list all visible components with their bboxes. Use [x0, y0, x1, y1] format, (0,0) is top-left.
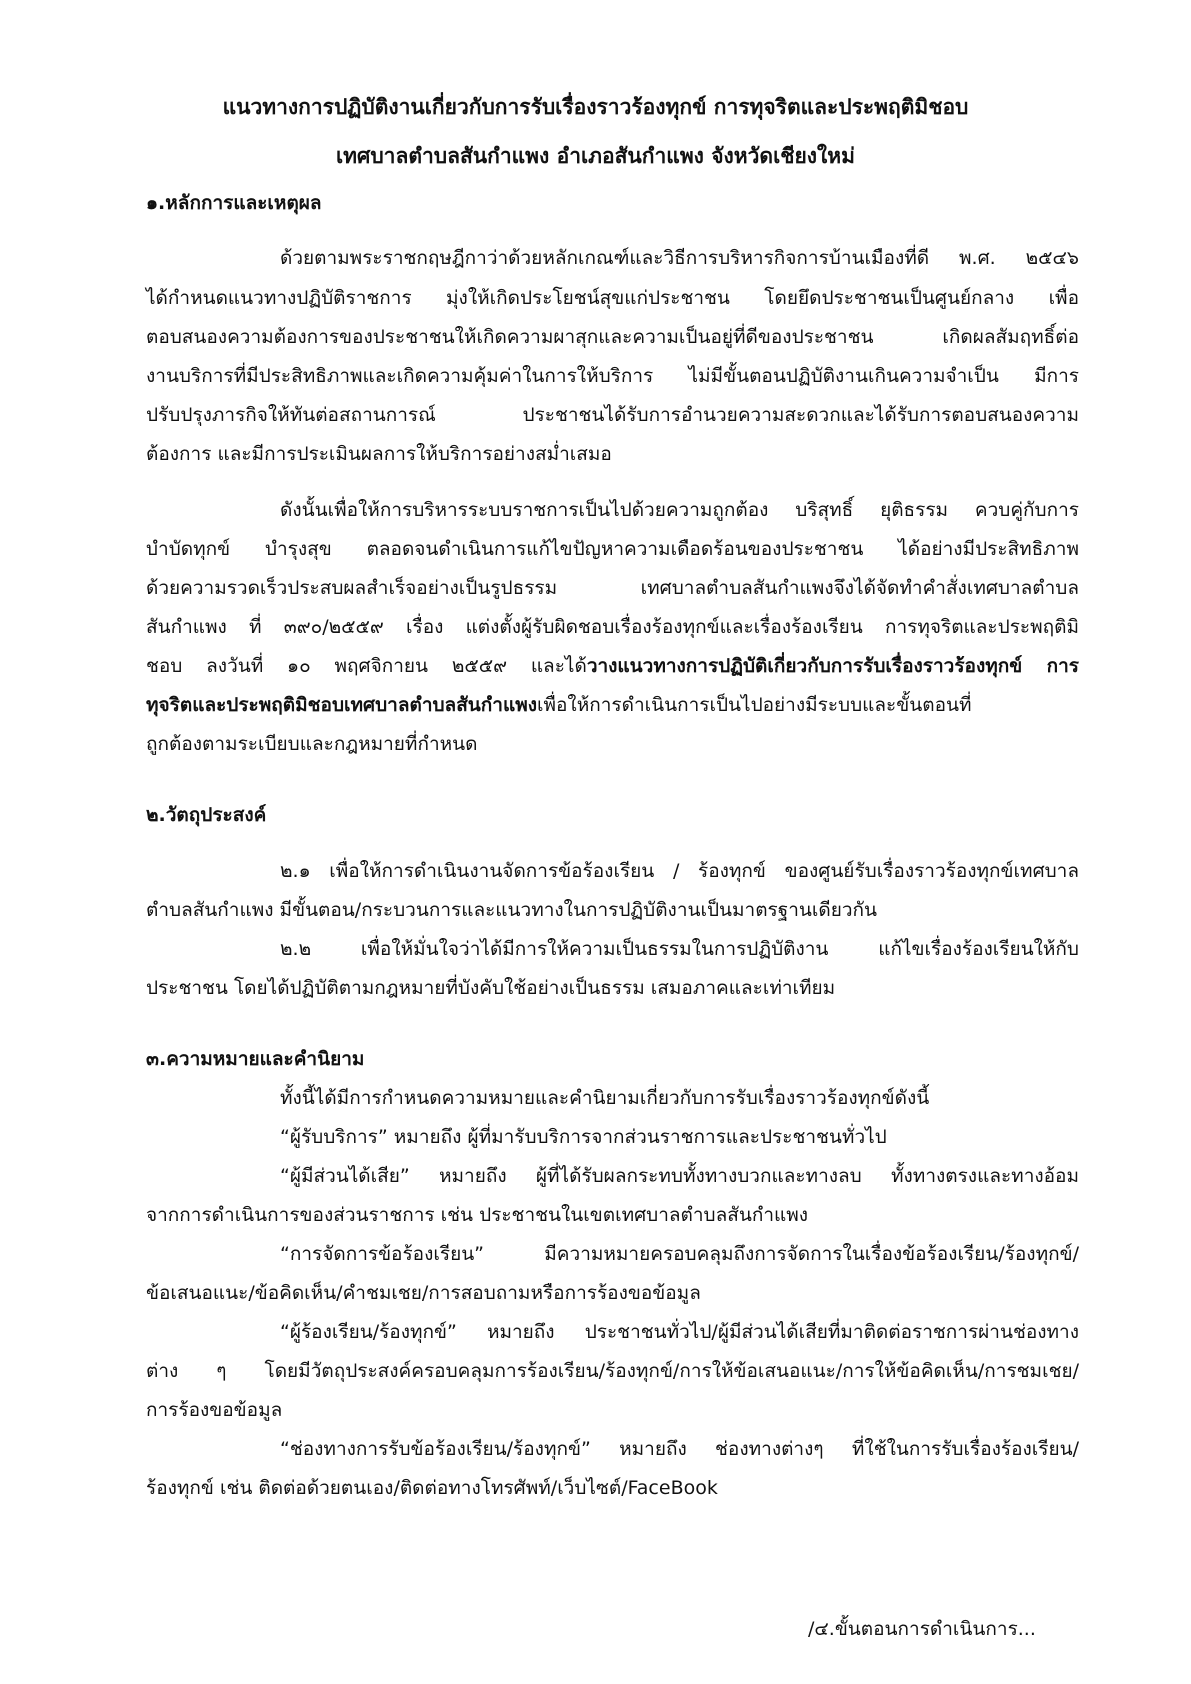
guideline-title-bold: วางแนวทางการปฏิบัติเกี่ยวกับการรับเรื่องราวร้องทุกข์ การ — [586, 655, 1079, 677]
definition-line: “การจัดการข้อร้องเรียน” มีความหมายครอบคลุมถึงการจัดการในเรื่องข้อร้องเรียน/ร้องทุกข์/ — [280, 1243, 1079, 1265]
guideline-title-bold: ทุจริตและประพฤติมิชอบเทศบาลตำบลสันกำแพง — [146, 694, 537, 716]
section-1-para-2-line — [146, 651, 1079, 681]
section-1-para-2-text: เพื่อให้การดำเนินการเป็นไปอย่างมีระบบและขั้นตอนที่ — [537, 694, 972, 716]
definition-line: “ผู้ร้องเรียน/ร้องทุกข์” หมายถึง ประชาชนทั่วไป/ผู้มีส่วนได้เสียที่มาติดต่อราชการผ่านช่องทาง — [280, 1321, 1079, 1343]
definition-line: “ช่องทางการรับข้อร้องเรียน/ร้องทุกข์” หมายถึง ช่องทางต่างๆ ที่ใช้ในการรับเรื่องร้องเรียน/ — [280, 1438, 1079, 1460]
section-1-para-2-line: สันกำแพง ที่ ๓๙๐/๒๕๕๙ เรื่อง แต่งตั้งผู้รับผิดชอบเรื่องร้องทุกข์และเรื่องร้องเรียน การทุจริตและประพฤติมิ — [146, 616, 1079, 638]
section-1-para-1-line: ด้วยตามพระราชกฤษฎีกาว่าด้วยหลักเกณฑ์และวิธีการบริหารกิจการบ้านเมืองที่ดี พ.ศ. ๒๕๔๖ — [280, 247, 1079, 269]
objective-line: ประชาชน โดยได้ปฏิบัติตามกฎหมายที่บังคับใช้อย่างเป็นธรรม เสมอภาคและเท่าเทียม — [146, 977, 836, 999]
definition-line: “ผู้รับบริการ” หมายถึง ผู้ที่มารับบริการจากส่วนราชการและประชาชนทั่วไป — [280, 1126, 887, 1148]
continued-next-page: /๔.ขั้นตอนการดำเนินการ... — [808, 1618, 1036, 1640]
section-1-para-1-line: ต้องการ และมีการประเมินผลการให้บริการอย่างสม่ำเสมอ — [146, 443, 612, 465]
definition-line: ข้อเสนอแนะ/ข้อคิดเห็น/คำชมเชย/การสอบถามหรือการร้องขอข้อมูล — [146, 1282, 701, 1304]
section-1-para-1-line: ปรับปรุงภารกิจให้ทันต่อสถานการณ์ ประชาชนได้รับการอำนวยความสะดวกและได้รับการตอบสนองความ — [146, 404, 1079, 426]
section-1-para-2-line: ด้วยความรวดเร็วประสบผลสำเร็จอย่างเป็นรูปธรรม เทศบาลตำบลสันกำแพงจึงได้จัดทำคำสั่งเทศบาลตำบล — [146, 577, 1079, 599]
section-1-para-1-line: ได้กำหนดแนวทางปฏิบัติราชการ มุ่งให้เกิดประโยชน์สุขแก่ประชาชน โดยยึดประชาชนเป็นศูนย์กลาง เพื่อ — [146, 287, 1079, 309]
definition-line: ต่าง ๆ โดยมีวัตถุประสงค์ครอบคลุมการร้องเรียน/ร้องทุกข์/การให้ข้อเสนอแนะ/การให้ข้อคิดเห็น/การชมเชย/ — [146, 1360, 1079, 1382]
section-3-heading: ๓.ความหมายและคำนิยาม — [146, 1048, 365, 1070]
definition-line: จากการดำเนินการของส่วนราชการ เช่น ประชาชนในเขตเทศบาลตำบลสันกำแพง — [146, 1204, 809, 1226]
section-1-heading: ๑.หลักการและเหตุผล — [146, 192, 322, 214]
section-1-para-2-line — [146, 690, 1079, 720]
document-title-line-1: แนวทางการปฏิบัติงานเกี่ยวกับการรับเรื่องราวร้องทุกข์ การทุจริตและประพฤติมิชอบ — [222, 95, 969, 119]
section-1-para-1-line: ตอบสนองความต้องการของประชาชนให้เกิดความผาสุกและความเป็นอยู่ที่ดีของประชาชน เกิดผลสัมฤทธิ์ต่อ — [146, 326, 1079, 348]
definition-line: “ผู้มีส่วนได้เสีย” หมายถึง ผู้ที่ได้รับผลกระทบทั้งทางบวกและทางลบ ทั้งทางตรงและทางอ้อม — [280, 1165, 1079, 1187]
section-1-para-1-line: งานบริการที่มีประสิทธิภาพและเกิดความคุ้มค่าในการให้บริการ ไม่มีขั้นตอนปฏิบัติงานเกินความจำเป็น มีการ — [146, 365, 1079, 387]
objective-line: ตำบลสันกำแพง มีขั้นตอน/กระบวนการและแนวทางในการปฏิบัติงานเป็นมาตรฐานเดียวกัน — [146, 899, 878, 921]
objective-line: ๒.๒ เพื่อให้มั่นใจว่าได้มีการให้ความเป็นธรรมในการปฏิบัติงาน แก้ไขเรื่องร้องเรียนให้กับ — [280, 938, 1079, 960]
definition-line: ร้องทุกข์ เช่น ติดต่อด้วยตนเอง/ติดต่อทางโทรศัพท์/เว็บไซต์/FaceBook — [146, 1477, 718, 1499]
section-1-para-2-line: ดังนั้นเพื่อให้การบริหารระบบราชการเป็นไปด้วยความถูกต้อง บริสุทธิ์ ยุติธรรม ควบคู่กับการ — [280, 499, 1079, 521]
section-1-para-2-line: บำบัดทุกข์ บำรุงสุข ตลอดจนดำเนินการแก้ไขปัญหาความเดือดร้อนของประชาชน ได้อย่างมีประสิทธิภาพ — [146, 538, 1079, 560]
definition-line: ทั้งนี้ได้มีการกำหนดความหมายและคำนิยามเกี่ยวกับการรับเรื่องราวร้องทุกข์ดังนี้ — [280, 1087, 930, 1109]
section-1-para-2-text: ชอบ ลงวันที่ ๑๐ พฤศจิกายน ๒๕๕๙ และได้ — [146, 655, 587, 677]
document-title-line-2: เทศบาลตำบลสันกำแพง อำเภอสันกำแพง จังหวัดเชียงใหม่ — [335, 144, 855, 168]
section-2-heading: ๒.วัตถุประสงค์ — [146, 804, 267, 826]
section-1-para-2-line: ถูกต้องตามระเบียบและกฎหมายที่กำหนด — [146, 733, 478, 755]
definition-line: การร้องขอข้อมูล — [146, 1399, 283, 1421]
objective-line: ๒.๑ เพื่อให้การดำเนินงานจัดการข้อร้องเรียน / ร้องทุกข์ ของศูนย์รับเรื่องราวร้องทุกข์เทศบาล — [280, 860, 1079, 882]
